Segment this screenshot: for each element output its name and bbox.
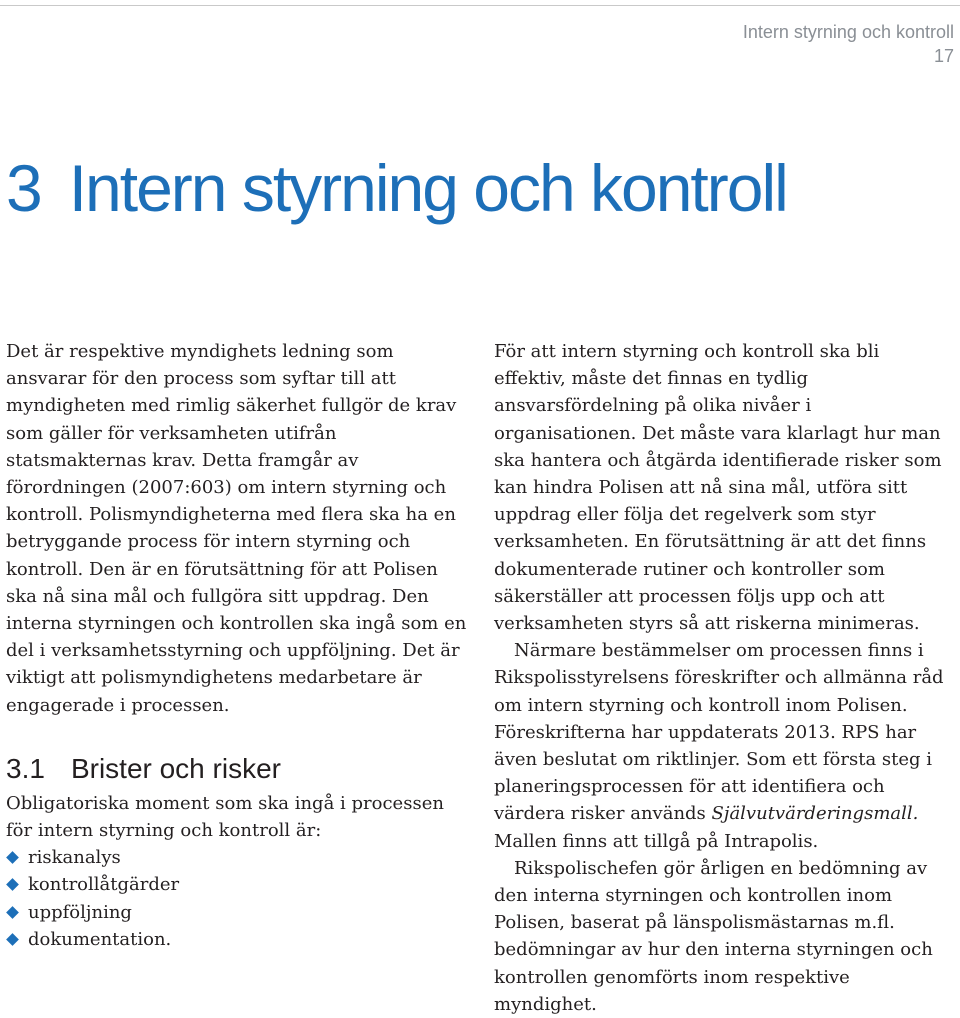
bullet-item bbox=[6, 844, 468, 871]
regulations-text-end: Mallen finns att tillgå på Intrapolis. bbox=[494, 830, 819, 852]
chapter-number: 3 bbox=[6, 151, 41, 225]
running-header bbox=[743, 20, 954, 68]
intro-paragraph: Det är respektive myndighets ledning som ansvarar för den process som syftar till att myndigheten med rimlig säkerhet fullgör de krav som gäller för verksamheten utifrån statsmakternas krav. Detta framgår av förordningen (2007:603) om intern styrning och kontroll. Polismyndigheterna med flera ska ha en betryggande process för intern styrning och kontroll. Den är en förutsättning för att Polisen ska nå sina mål och fullgöra sitt uppdrag. Den interna styrningen och kontrollen ska ingå som en del i verksamhetsstyrning och uppföljning. Det är viktigt att polismyndighetens medarbetare är engagerade i processen. bbox=[6, 341, 467, 716]
diamond-bullet-icon bbox=[6, 879, 19, 892]
regulations-paragraph bbox=[494, 637, 954, 855]
section-number: 3.1 bbox=[6, 752, 45, 784]
bullet-item bbox=[6, 926, 468, 953]
regulations-text: Närmare bestämmelser om processen finns i Rikspolisstyrelsens föreskrifter och allmänna råd om intern styrning och kontroll inom Polisen. Föreskrifterna har uppdaterats 2013. RPS har även beslutat om riktlinjer. Som ett första steg i planeringsprocessen för att identifiera och värdera risker används bbox=[494, 640, 944, 825]
chapter-title bbox=[6, 148, 787, 228]
diamond-bullet-icon bbox=[6, 906, 19, 919]
diamond-bullet-icon bbox=[6, 933, 19, 946]
section-lead-paragraph: Obligatoriska moment som ska ingå i processen för intern styrning och kontroll är: bbox=[6, 792, 444, 842]
bullet-text: kontrollåtgärder bbox=[28, 874, 180, 896]
bullet-text: dokumentation. bbox=[28, 928, 172, 950]
page-number: 17 bbox=[933, 46, 954, 66]
diamond-bullet-icon bbox=[6, 851, 19, 864]
chapter-title-text: Intern styrning och kontroll bbox=[68, 151, 787, 225]
assessment-paragraph: Rikspolischefen gör årligen en bedömning av den interna styrningen och kontrollen inom Polisen, baserat på länspolismästarnas m.fl. bedömningar av hur den interna styrningen och kontrollen genomförts inom respektive myndighet. bbox=[494, 857, 933, 1015]
bullet-item bbox=[6, 871, 468, 898]
section-title: Brister och risker bbox=[70, 752, 281, 784]
section-heading bbox=[6, 752, 468, 786]
responsibility-paragraph: För att intern styrning och kontroll ska bli effektiv, måste det finnas en tydlig ansvarsfördelning på olika nivåer i organisationen. Det måste vara klarlagt hur man ska hantera och åtgärda identifierade risker som kan hindra Polisen att nå sina mål, utföra sitt uppdrag eller följa det regelverk som styr verksamheten. En förutsättning är att det finns dokumenterade rutiner och kontroller som säkerställer att processen följs upp och att verksamheten styrs så att riskerna minimeras. bbox=[494, 341, 942, 635]
running-header-title: Intern styrning och kontroll bbox=[742, 22, 954, 42]
bullet-text: uppföljning bbox=[28, 901, 132, 923]
bullet-text: riskanalys bbox=[28, 847, 121, 869]
top-rule bbox=[0, 5, 960, 6]
right-column bbox=[494, 338, 954, 1018]
template-name: Självutvärderingsmall. bbox=[711, 803, 919, 825]
bullet-list bbox=[6, 844, 468, 953]
left-column bbox=[6, 338, 468, 953]
bullet-item bbox=[6, 899, 468, 926]
